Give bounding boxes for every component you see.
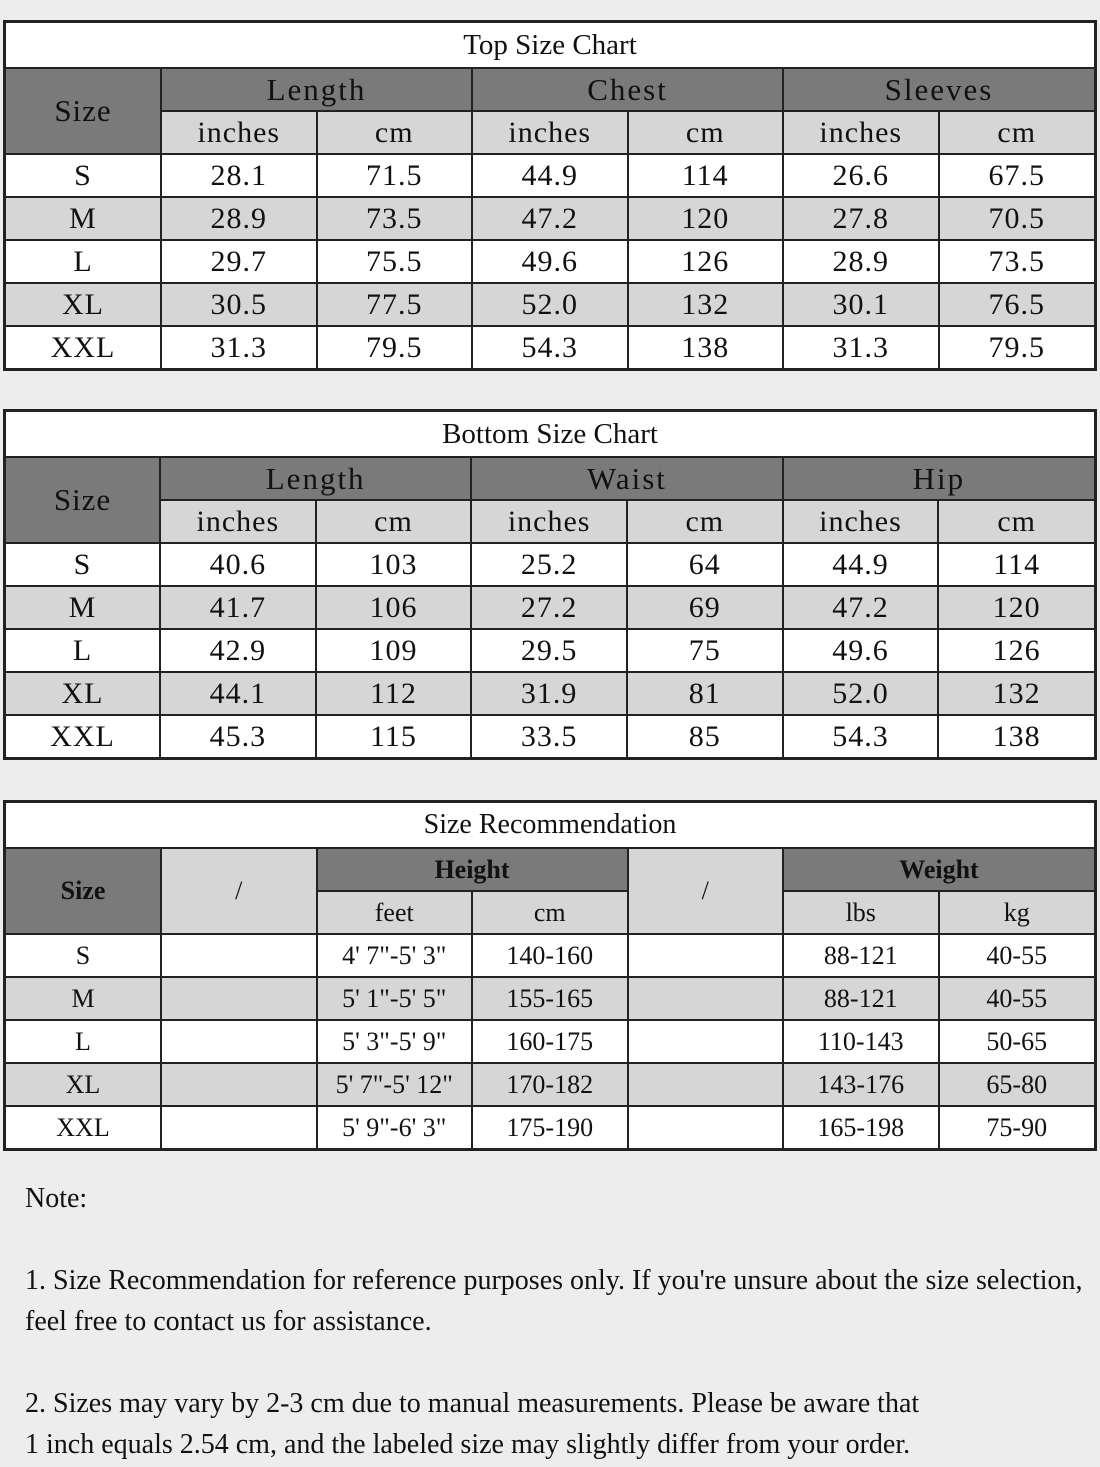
value-cell: 31.3 [161,326,317,368]
value-cell: 71.5 [317,154,473,197]
table-row [6,977,1094,1020]
size-cell: M [6,977,161,1020]
value-cell: 47.2 [783,586,939,629]
value-cell: 103 [316,543,472,586]
size-cell: XXL [6,326,161,368]
empty-cell [161,1020,317,1063]
value-cell: 5' 7"-5' 12" [317,1063,473,1106]
bottom-unit: inches [471,500,627,543]
value-cell: 115 [316,715,472,757]
rec-unit: cm [472,891,628,934]
size-cell: S [6,154,161,197]
note-2-line-1: 2. Sizes may vary by 2-3 cm due to manual measurements. Please be aware that [25,1388,920,1419]
table-row [6,543,1094,586]
size-cell: S [6,934,161,977]
value-cell: 52.0 [783,672,939,715]
size-cell: M [6,586,160,629]
value-cell: 54.3 [783,715,939,757]
value-cell: 25.2 [471,543,627,586]
table-row [6,1106,1094,1148]
size-cell: L [6,240,161,283]
top-unit: cm [939,111,1095,154]
table-row [6,1020,1094,1063]
size-cell: XXL [6,715,160,757]
value-cell: 26.6 [783,154,939,197]
value-cell: 27.8 [783,197,939,240]
value-cell: 143-176 [783,1063,939,1106]
top-unit: inches [472,111,628,154]
size-cell: XXL [6,1106,161,1148]
empty-cell [161,1063,317,1106]
bottom-group-hip: Hip [783,457,1094,500]
size-cell: S [6,543,160,586]
rec-slash-cell: / [628,848,784,934]
table-row [6,1063,1094,1106]
top-size-header: Size [6,68,161,154]
value-cell: 132 [628,283,784,326]
size-cell: L [6,629,160,672]
value-cell: 114 [938,543,1094,586]
bottom-unit: cm [627,500,783,543]
table-row [6,629,1094,672]
top-group-chest: Chest [472,68,783,111]
value-cell: 170-182 [472,1063,628,1106]
bottom-group-length: Length [160,457,471,500]
bottom-chart-title: Bottom Size Chart [6,412,1094,457]
value-cell: 44.9 [472,154,628,197]
bottom-size-header: Size [6,457,160,543]
rec-slash-cell: / [161,848,317,934]
value-cell: 5' 1"-5' 5" [317,977,473,1020]
top-unit: inches [783,111,939,154]
value-cell: 155-165 [472,977,628,1020]
value-cell: 175-190 [472,1106,628,1148]
value-cell: 112 [316,672,472,715]
value-cell: 120 [938,586,1094,629]
value-cell: 165-198 [783,1106,939,1148]
value-cell: 29.7 [161,240,317,283]
value-cell: 114 [628,154,784,197]
value-cell: 79.5 [317,326,473,368]
table-row [6,326,1094,368]
value-cell: 54.3 [472,326,628,368]
table-row [6,240,1094,283]
value-cell: 138 [938,715,1094,757]
table-row [6,197,1094,240]
value-cell: 28.9 [161,197,317,240]
value-cell: 70.5 [939,197,1095,240]
value-cell: 27.2 [471,586,627,629]
size-cell: XL [6,672,160,715]
top-group-length: Length [161,68,472,111]
value-cell: 160-175 [472,1020,628,1063]
value-cell: 30.5 [161,283,317,326]
value-cell: 132 [938,672,1094,715]
size-cell: M [6,197,161,240]
value-cell: 31.3 [783,326,939,368]
value-cell: 40-55 [939,977,1095,1020]
top-group-sleeves: Sleeves [783,68,1094,111]
empty-cell [161,934,317,977]
top-unit: inches [161,111,317,154]
value-cell: 5' 3"-5' 9" [317,1020,473,1063]
value-cell: 45.3 [160,715,316,757]
value-cell: 140-160 [472,934,628,977]
size-cell: XL [6,1063,161,1106]
bottom-size-chart [3,409,1097,760]
value-cell: 52.0 [472,283,628,326]
value-cell: 88-121 [783,934,939,977]
rec-size-header: Size [6,848,161,934]
value-cell: 41.7 [160,586,316,629]
empty-cell [628,934,784,977]
table-row [6,715,1094,757]
value-cell: 75.5 [317,240,473,283]
value-cell: 106 [316,586,472,629]
value-cell: 28.9 [783,240,939,283]
top-size-chart [3,20,1097,371]
value-cell: 138 [628,326,784,368]
value-cell: 110-143 [783,1020,939,1063]
bottom-unit: cm [316,500,472,543]
note-1: 1. Size Recommendation for reference purposes only. If you're unsure about the size selection, feel free to contact us for assistance. [25,1265,1083,1337]
rec-unit: feet [317,891,473,934]
value-cell: 30.1 [783,283,939,326]
rec-group-height: Height [317,848,628,891]
empty-cell [628,1106,784,1148]
value-cell: 85 [627,715,783,757]
size-cell: XL [6,283,161,326]
value-cell: 31.9 [471,672,627,715]
value-cell: 73.5 [939,240,1095,283]
value-cell: 33.5 [471,715,627,757]
value-cell: 47.2 [472,197,628,240]
rec-group-weight: Weight [783,848,1094,891]
value-cell: 67.5 [939,154,1095,197]
value-cell: 69 [627,586,783,629]
value-cell: 81 [627,672,783,715]
rec-unit: kg [939,891,1095,934]
notes-section [25,1178,1085,1465]
empty-cell [628,1020,784,1063]
value-cell: 126 [628,240,784,283]
value-cell: 65-80 [939,1063,1095,1106]
value-cell: 50-65 [939,1020,1095,1063]
value-cell: 5' 9"-6' 3" [317,1106,473,1148]
table-row [6,672,1094,715]
value-cell: 64 [627,543,783,586]
table-row [6,154,1094,197]
note-2-line-2: 1 inch equals 2.54 cm, and the labeled size may slightly differ from your order. [25,1429,911,1460]
value-cell: 42.9 [160,629,316,672]
empty-cell [161,977,317,1020]
notes-heading: Note: [25,1183,88,1214]
value-cell: 29.5 [471,629,627,672]
value-cell: 4' 7"-5' 3" [317,934,473,977]
bottom-unit: cm [938,500,1094,543]
bottom-unit: inches [160,500,316,543]
empty-cell [161,1106,317,1148]
empty-cell [628,977,784,1020]
value-cell: 44.1 [160,672,316,715]
value-cell: 126 [938,629,1094,672]
top-unit: cm [317,111,473,154]
value-cell: 77.5 [317,283,473,326]
rec-unit: lbs [783,891,939,934]
value-cell: 109 [316,629,472,672]
value-cell: 75-90 [939,1106,1095,1148]
value-cell: 40.6 [160,543,316,586]
value-cell: 40-55 [939,934,1095,977]
value-cell: 49.6 [472,240,628,283]
value-cell: 79.5 [939,326,1095,368]
value-cell: 76.5 [939,283,1095,326]
table-row [6,283,1094,326]
top-unit: cm [628,111,784,154]
size-cell: L [6,1020,161,1063]
value-cell: 88-121 [783,977,939,1020]
value-cell: 75 [627,629,783,672]
bottom-unit: inches [783,500,939,543]
table-row [6,934,1094,977]
value-cell: 120 [628,197,784,240]
table-row [6,586,1094,629]
value-cell: 49.6 [783,629,939,672]
top-chart-title: Top Size Chart [6,23,1094,68]
value-cell: 44.9 [783,543,939,586]
recommendation-title: Size Recommendation [6,803,1094,848]
empty-cell [628,1063,784,1106]
value-cell: 28.1 [161,154,317,197]
value-cell: 73.5 [317,197,473,240]
bottom-group-waist: Waist [471,457,782,500]
size-recommendation-chart [3,800,1097,1151]
